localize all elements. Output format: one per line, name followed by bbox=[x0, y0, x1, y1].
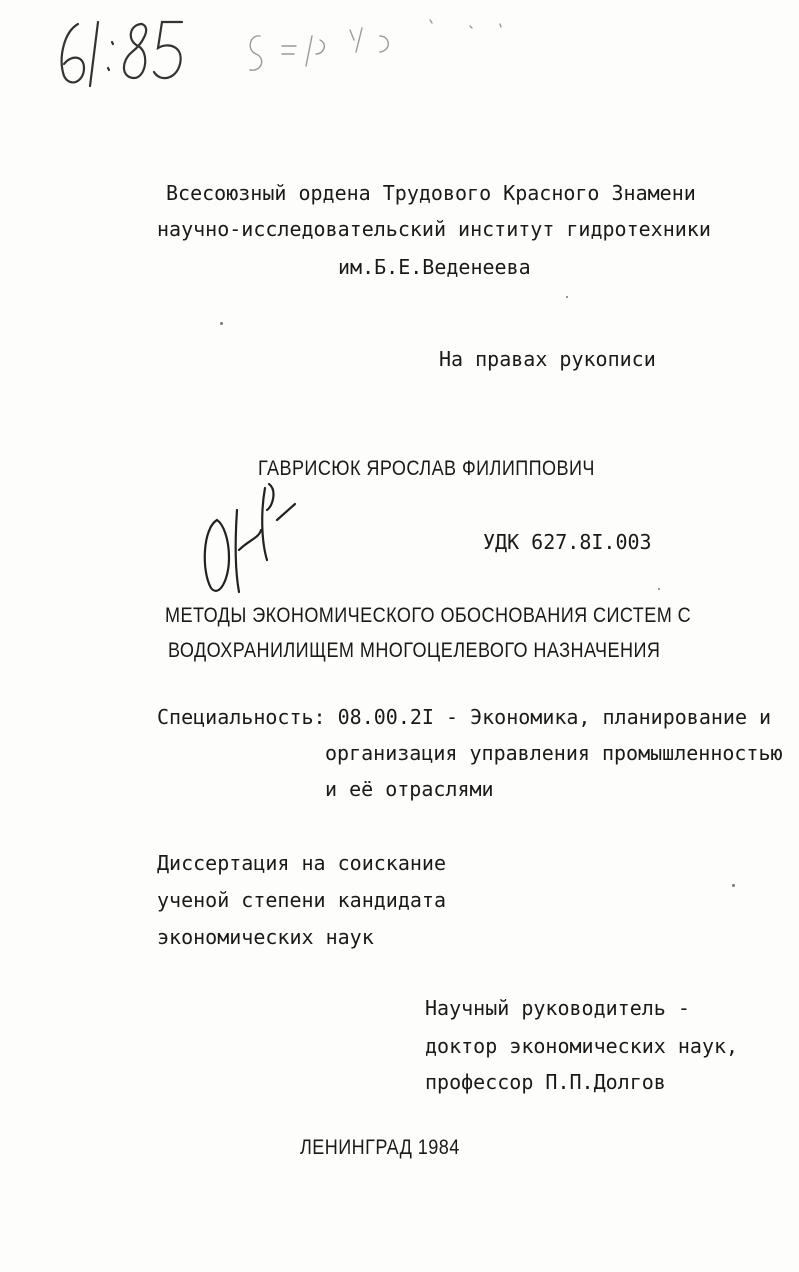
dissertation-title-line-1: МЕТОДЫ ЭКОНОМИЧЕСКОГО ОБОСНОВАНИЯ СИСТЕМ С bbox=[165, 604, 692, 627]
city-year: ЛЕНИНГРАД 1984 bbox=[300, 1136, 460, 1159]
author-name: ГАВРИСЮК ЯРОСЛАВ ФИЛИППОВИЧ bbox=[258, 457, 595, 480]
institution-line-3: им.Б.Е.Веденеева bbox=[338, 255, 531, 279]
handwritten-mark bbox=[195, 480, 315, 605]
supervisor-line-2: доктор экономических наук, bbox=[425, 1034, 739, 1058]
degree-line-1: Диссертация на соискание bbox=[157, 851, 446, 875]
institution-line-2: научно-исследовательский институт гидротехники bbox=[157, 217, 711, 241]
specialty-line-3: и её отраслями bbox=[325, 777, 494, 801]
degree-line-2: ученой степени кандидата bbox=[157, 888, 446, 912]
scan-speck bbox=[566, 296, 568, 298]
institution-line-1: Всесоюзный ордена Трудового Красного Знамени bbox=[166, 181, 696, 205]
specialty-line-1: Специальность: 08.00.2I - Экономика, планирование и bbox=[157, 705, 772, 729]
dissertation-title-line-2: ВОДОХРАНИЛИЩЕМ МНОГОЦЕЛЕВОГО НАЗНАЧЕНИЯ bbox=[168, 639, 661, 662]
specialty-line-2: организация управления промышленностью bbox=[325, 741, 783, 765]
supervisor-line-1: Научный руководитель - bbox=[425, 996, 690, 1020]
scan-speck bbox=[220, 322, 223, 325]
manuscript-rights-note: На правах рукописи bbox=[439, 347, 656, 371]
scan-speck bbox=[732, 884, 735, 887]
scan-speck bbox=[658, 588, 660, 590]
degree-line-3: экономических наук bbox=[157, 925, 374, 949]
udc-code: УДК 627.8I.003 bbox=[483, 530, 652, 554]
supervisor-line-3: профессор П.П.Долгов bbox=[425, 1070, 666, 1094]
handwritten-archive-number bbox=[50, 6, 550, 96]
